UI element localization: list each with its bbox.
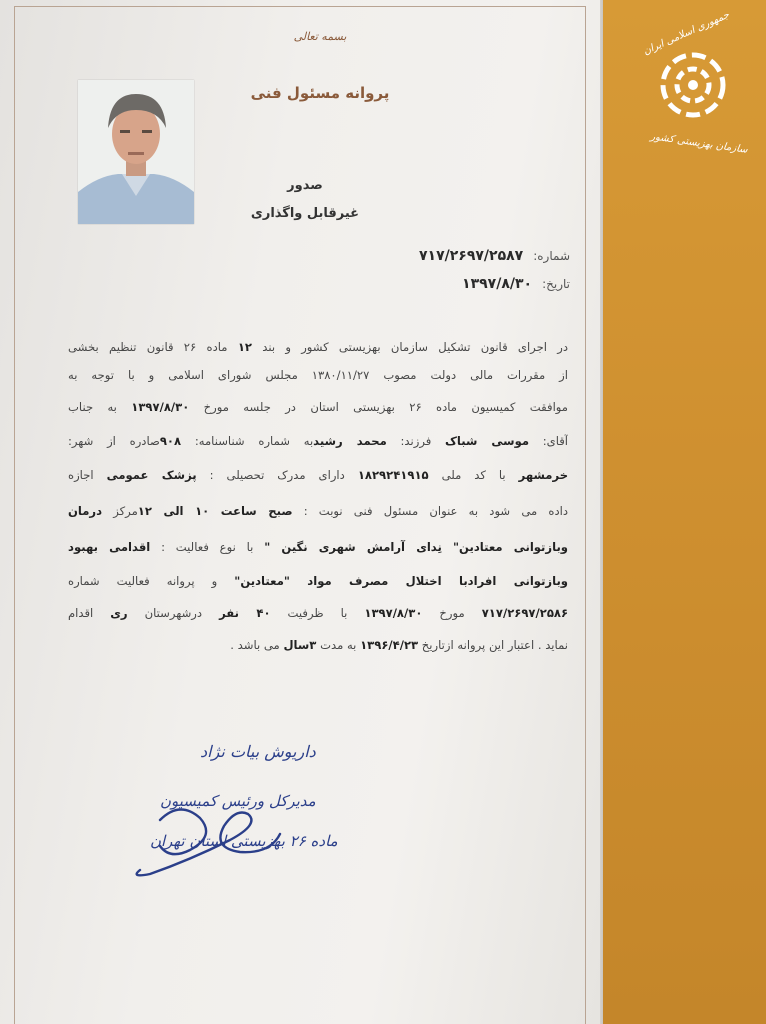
center-name: وبازتوانی معتادین" نِدای آرامش شهری نگین " bbox=[264, 540, 568, 554]
welfare-organization-emblem bbox=[648, 40, 738, 130]
portrait-image bbox=[78, 80, 194, 224]
degree: پزشک عمومی bbox=[106, 468, 197, 482]
body-line-2 bbox=[68, 368, 568, 382]
signatory-position: مدیرکل ورئیس کمیسیون bbox=[160, 792, 316, 810]
body-text: داده می شود به عنوان مسئول فنی نوبت : bbox=[303, 504, 568, 518]
holder-name: موسی شباک bbox=[445, 434, 530, 448]
handwritten-signature bbox=[120, 790, 290, 890]
signatory-name: داریوش بیات نژاد bbox=[200, 742, 316, 761]
activity-type: اقدامی بهبود bbox=[68, 540, 151, 554]
body-text: فرزند: bbox=[400, 434, 432, 448]
non-transferable-label: غیرقابل واگذاری bbox=[250, 206, 360, 221]
body-line-9 bbox=[68, 606, 568, 620]
activity-type-continued: وبازتوانی افرادبا اختلال مصرف مواد "معتادین" bbox=[234, 574, 568, 588]
body-text: با کد ملی bbox=[441, 468, 506, 482]
body-text: نماید . اعتبار این پروانه ازتاریخ bbox=[421, 638, 568, 652]
father-name: محمد رشید bbox=[313, 434, 387, 448]
license-number bbox=[270, 248, 570, 264]
shift-hours: صبح ساعت ۱۰ الی ۱۲ bbox=[137, 504, 293, 518]
emblem-top-text: جمهوری اسلامی ایران bbox=[641, 9, 732, 58]
body-text: آقای: bbox=[542, 434, 568, 448]
number-label: شماره: bbox=[533, 249, 570, 263]
body-line-1 bbox=[68, 340, 568, 354]
body-text: درشهرستان bbox=[144, 606, 203, 620]
body-text: و پروانه فعالیت شماره bbox=[68, 574, 218, 588]
body-text: ماده ۲۶ قانون تنظیم بخشی bbox=[68, 340, 228, 354]
body-line-5 bbox=[68, 468, 568, 482]
body-line-7 bbox=[68, 540, 568, 554]
header-invocation: بسمه تعالی bbox=[293, 30, 347, 43]
date-value: ۱۳۹۷/۸/۳۰ bbox=[462, 276, 533, 292]
issue-label: صدور bbox=[287, 178, 323, 193]
body-text: مرکز bbox=[113, 504, 138, 518]
meeting-date: ۱۳۹۷/۸/۳۰ bbox=[131, 400, 190, 414]
body-text: به شماره شناسنامه: bbox=[194, 434, 314, 448]
number-value: ۷۱۷/۲۶۹۷/۲۵۸۷ bbox=[418, 248, 524, 264]
body-line-10 bbox=[148, 638, 568, 652]
body-line-6 bbox=[68, 504, 568, 518]
activity-license-number: ۷۱۷/۲۶۹۷/۲۵۸۶ bbox=[481, 606, 568, 620]
validity-start-date: ۱۳۹۶/۴/۲۳ bbox=[360, 638, 419, 652]
document-title: پروانه مسئول فنی bbox=[250, 84, 390, 102]
center-type: درمان bbox=[68, 504, 103, 518]
body-line-4 bbox=[68, 434, 568, 448]
body-text: موافقت کمیسیون ماده ۲۶ بهزیستی استان در جلسه مورخ bbox=[203, 400, 568, 414]
body-text: اقدام bbox=[68, 606, 94, 620]
birth-city: خرمشهر bbox=[518, 468, 568, 482]
date-label: تاریخ: bbox=[542, 277, 570, 291]
signatory-unit: ماده ۲۶ بهزیستی استان تهران bbox=[150, 832, 338, 850]
clause-number: ۱۲ bbox=[237, 340, 252, 354]
body-text: اجازه bbox=[68, 468, 94, 482]
capacity: ۴۰ نفر bbox=[219, 606, 271, 620]
body-text: مورخ bbox=[439, 606, 465, 620]
emblem-bottom-text: سازمان بهزیستی کشور bbox=[649, 131, 749, 156]
body-text: از مقررات مالی دولت مصوب ۱۳۸۰/۱۱/۲۷ مجلس شورای اسلامی و با توجه به bbox=[68, 368, 568, 382]
validity-duration: ۳سال bbox=[283, 638, 317, 652]
activity-license-date: ۱۳۹۷/۸/۳۰ bbox=[364, 606, 423, 620]
county: ری bbox=[110, 606, 128, 620]
national-code: ۱۸۲۹۲۴۱۹۱۵ bbox=[357, 468, 429, 482]
body-text: در اجرای قانون تشکیل سازمان بهزیستی کشور و بند bbox=[262, 340, 568, 354]
body-text: با ظرفیت bbox=[287, 606, 348, 620]
holder-photo bbox=[78, 80, 194, 224]
body-line-3 bbox=[68, 400, 568, 414]
license-date bbox=[270, 276, 570, 292]
body-text: به جناب bbox=[68, 400, 117, 414]
body-line-8 bbox=[68, 574, 568, 588]
body-text: می باشد . bbox=[230, 638, 280, 652]
id-number: ۹۰۸ bbox=[159, 434, 182, 448]
body-text: صادره از شهر: bbox=[68, 434, 160, 448]
body-text: با نوع فعالیت : bbox=[161, 540, 254, 554]
body-text: دارای مدرک تحصیلی : bbox=[209, 468, 345, 482]
body-text: به مدت bbox=[320, 638, 357, 652]
